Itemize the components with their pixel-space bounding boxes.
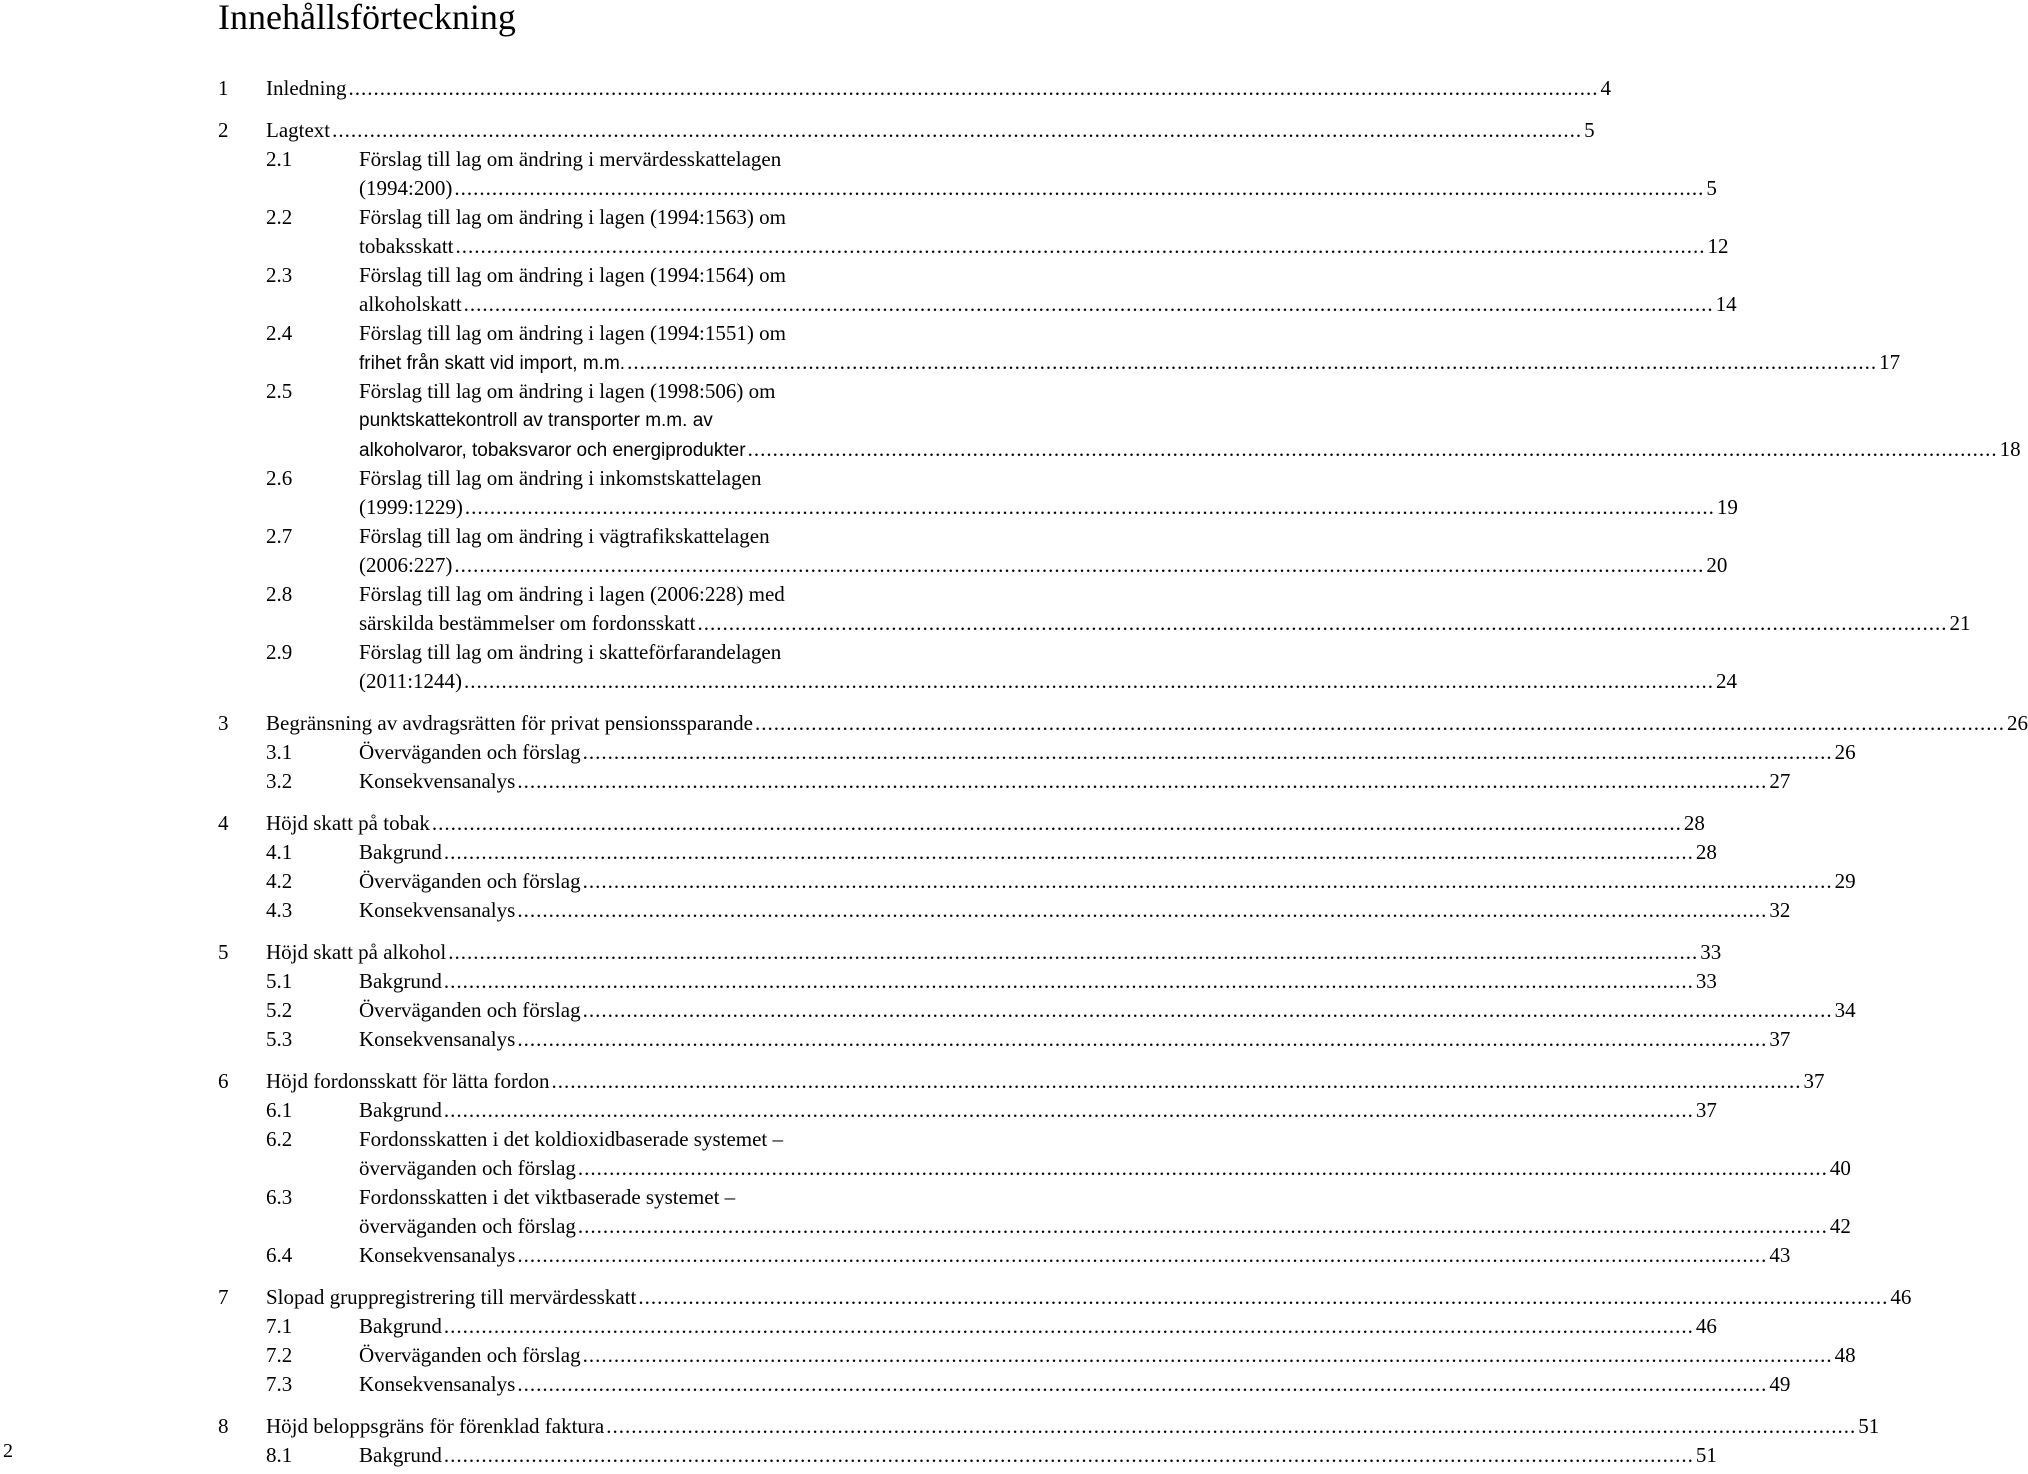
dot-leader: ........................................................................................................................................................................................................ bbox=[443, 969, 1694, 993]
toc-entry-number: 6.3 bbox=[266, 1185, 293, 1209]
dot-leader: ........................................................................................................................................................................................................ bbox=[443, 840, 1694, 864]
dot-leader: ........................................................................................................................................................................................................ bbox=[463, 292, 1714, 316]
dot-leader: ........................................................................................................................................................................................................ bbox=[754, 711, 2005, 735]
toc-entry-page: 29 bbox=[1834, 869, 1856, 893]
page-number: 2 bbox=[3, 1440, 13, 1462]
toc-entry-title: Förslag till lag om ändring i lagen (1994:1551) om bbox=[359, 321, 786, 345]
toc-entry-page: 28 bbox=[1695, 840, 1717, 864]
toc-entry-page: 12 bbox=[1707, 234, 1729, 258]
toc-entry-title: Inledning bbox=[266, 76, 347, 100]
toc-entry-number: 5 bbox=[218, 940, 229, 964]
toc-entry-page: 27 bbox=[1769, 769, 1791, 793]
toc-entry-number: 7.3 bbox=[266, 1372, 293, 1396]
toc-entry-page: 17 bbox=[1879, 350, 1901, 374]
toc-entry-page: 46 bbox=[1695, 1314, 1717, 1338]
toc-entry-number: 8.1 bbox=[266, 1443, 293, 1467]
toc-entry-page: 20 bbox=[1706, 553, 1728, 577]
toc-entry-title: Slopad gruppregistrering till mervärdesskatt bbox=[266, 1285, 637, 1309]
toc-entry-number: 5.1 bbox=[266, 969, 293, 993]
toc-entry-title: Fordonsskatten i det koldioxidbaserade systemet – bbox=[359, 1127, 784, 1151]
dot-leader: ........................................................................................................................................................................................................ bbox=[443, 1314, 1694, 1338]
dot-leader: ........................................................................................................................................................................................................ bbox=[638, 1285, 1889, 1309]
toc-entry-page: 32 bbox=[1769, 898, 1791, 922]
dot-leader: ........................................................................................................................................................................................................ bbox=[448, 940, 1699, 964]
toc-entry-title: (1999:1229) bbox=[359, 495, 463, 519]
toc-entry-title: alkoholskatt bbox=[359, 292, 462, 316]
toc-entry-page: 18 bbox=[1999, 437, 2021, 461]
toc-entry-title: (1994:200) bbox=[359, 176, 453, 200]
toc-entry-title: Höjd skatt på tobak bbox=[266, 811, 430, 835]
toc-entry-title: Förslag till lag om ändring i lagen (2006:228) med bbox=[359, 582, 785, 606]
toc-entry-page: 24 bbox=[1716, 669, 1738, 693]
dot-leader: ........................................................................................................................................................................................................ bbox=[443, 1098, 1694, 1122]
toc-entry-number: 4.2 bbox=[266, 869, 293, 893]
toc-entry-title: Överväganden och förslag bbox=[359, 740, 581, 764]
toc-entry-title: Konsekvensanalys bbox=[359, 898, 516, 922]
toc-entry-number: 2.5 bbox=[266, 379, 293, 403]
toc-entry-page: 34 bbox=[1834, 998, 1856, 1022]
dot-leader: ........................................................................................................................................................................................................ bbox=[517, 1372, 1768, 1396]
dot-leader: ........................................................................................................................................................................................................ bbox=[577, 1156, 1828, 1180]
toc-entry-title: särskilda bestämmelser om fordonsskatt bbox=[359, 611, 696, 635]
toc-entry-title: Överväganden och förslag bbox=[359, 1343, 581, 1367]
toc-entry-number: 1 bbox=[218, 76, 229, 100]
toc-entry-number: 2.1 bbox=[266, 147, 293, 171]
toc-entry-number: 3.2 bbox=[266, 769, 293, 793]
toc-entry-page: 4 bbox=[1600, 76, 1611, 100]
toc-entry-number: 5.3 bbox=[266, 1027, 293, 1051]
dot-leader: ........................................................................................................................................................................................................ bbox=[551, 1069, 1802, 1093]
dot-leader: ........................................................................................................................................................................................................ bbox=[464, 669, 1715, 693]
toc-entry-title: överväganden och förslag bbox=[359, 1156, 576, 1180]
toc-entry-number: 4 bbox=[218, 811, 229, 835]
toc-entry-page: 33 bbox=[1700, 940, 1722, 964]
toc-entry-title: Bakgrund bbox=[359, 840, 442, 864]
toc-entry-title: tobaksskatt bbox=[359, 234, 454, 258]
dot-leader: ........................................................................................................................................................................................................ bbox=[582, 740, 1833, 764]
toc-entry-title: Konsekvensanalys bbox=[359, 1243, 516, 1267]
dot-leader: ........................................................................................................................................................................................................ bbox=[517, 1243, 1768, 1267]
dot-leader: ........................................................................................................................................................................................................ bbox=[517, 769, 1768, 793]
toc-entry-page: 37 bbox=[1803, 1069, 1825, 1093]
toc-entry-title: Höjd beloppsgräns för förenklad faktura bbox=[266, 1414, 605, 1438]
toc-entry-page: 43 bbox=[1769, 1243, 1791, 1267]
dot-leader: ........................................................................................................................................................................................................ bbox=[431, 811, 1682, 835]
toc-entry-title: Förslag till lag om ändring i vägtrafikskattelagen bbox=[359, 524, 770, 548]
toc-entry-title: Förslag till lag om ändring i lagen (1994:1564) om bbox=[359, 263, 786, 287]
toc-entry-page: 42 bbox=[1829, 1214, 1851, 1238]
dot-leader: ........................................................................................................................................................................................................ bbox=[577, 1214, 1828, 1238]
toc-entry-title: Höjd fordonsskatt för lätta fordon bbox=[266, 1069, 550, 1093]
toc-entry-title: Förslag till lag om ändring i lagen (1998:506) om bbox=[359, 379, 776, 403]
toc-entry-title: överväganden och förslag bbox=[359, 1214, 576, 1238]
dot-leader: ........................................................................................................................................................................................................ bbox=[454, 176, 1705, 200]
toc-entry-title: Begränsning av avdragsrätten för privat pensionssparande bbox=[266, 711, 753, 735]
toc-entry-title: Förslag till lag om ändring i inkomstskattelagen bbox=[359, 466, 762, 490]
toc-entry-title: Bakgrund bbox=[359, 1314, 442, 1338]
toc-entry-title: Konsekvensanalys bbox=[359, 769, 516, 793]
toc-entry-title: Överväganden och förslag bbox=[359, 998, 581, 1022]
toc-entry-number: 6.1 bbox=[266, 1098, 293, 1122]
toc-entry-number: 3.1 bbox=[266, 740, 293, 764]
toc-entry-title: (2011:1244) bbox=[359, 669, 463, 693]
toc-entry-number: 5.2 bbox=[266, 998, 293, 1022]
toc-entry-number: 2.4 bbox=[266, 321, 293, 345]
dot-leader: ........................................................................................................................................................................................................ bbox=[582, 869, 1833, 893]
toc-entry-number: 6.4 bbox=[266, 1243, 293, 1267]
toc-entry-number: 8 bbox=[218, 1414, 229, 1438]
dot-leader: ........................................................................................................................................................................................................ bbox=[443, 1443, 1694, 1467]
dot-leader: ........................................................................................................................................................................................................ bbox=[455, 234, 1706, 258]
toc-entry-title: Bakgrund bbox=[359, 1098, 442, 1122]
page-title: Innehållsförteckning bbox=[218, 0, 516, 37]
dot-leader: ........................................................................................................................................................................................................ bbox=[348, 76, 1599, 100]
toc-entry-number: 6 bbox=[218, 1069, 229, 1093]
toc-entry-title: Höjd skatt på alkohol bbox=[266, 940, 447, 964]
toc-entry-number: 7.2 bbox=[266, 1343, 293, 1367]
toc-entry-title: Förslag till lag om ändring i skatteförfarandelagen bbox=[359, 640, 782, 664]
toc-entry-title: punktskattekontroll av transporter m.m. av bbox=[359, 410, 713, 431]
toc-entry-title: Fordonsskatten i det viktbaserade systemet – bbox=[359, 1185, 736, 1209]
toc-entry-number: 4.1 bbox=[266, 840, 293, 864]
toc-entry-title: Lagtext bbox=[266, 118, 331, 142]
toc-entry-title: alkoholvaror, tobaksvaror och energiprodukter bbox=[359, 440, 746, 461]
toc-entry-number: 2.9 bbox=[266, 640, 293, 664]
toc-entry-number: 2.3 bbox=[266, 263, 293, 287]
toc-entry-title: Bakgrund bbox=[359, 969, 442, 993]
dot-leader: ........................................................................................................................................................................................................ bbox=[517, 1027, 1768, 1051]
toc-entry-number: 2.6 bbox=[266, 466, 293, 490]
dot-leader: ........................................................................................................................................................................................................ bbox=[517, 898, 1768, 922]
toc-entry-number: 2 bbox=[218, 118, 229, 142]
toc-entry-number: 4.3 bbox=[266, 898, 293, 922]
toc-entry-page: 5 bbox=[1584, 118, 1595, 142]
dot-leader: ........................................................................................................................................................................................................ bbox=[454, 553, 1705, 577]
toc-entry-title: Förslag till lag om ändring i mervärdesskattelagen bbox=[359, 147, 782, 171]
toc-entry-page: 26 bbox=[1834, 740, 1856, 764]
toc-entry-title: Överväganden och förslag bbox=[359, 869, 581, 893]
toc-entry-page: 28 bbox=[1683, 811, 1705, 835]
toc-entry-page: 14 bbox=[1715, 292, 1737, 316]
toc-entry-page: 5 bbox=[1706, 176, 1717, 200]
toc-entry-title: Förslag till lag om ändring i lagen (1994:1563) om bbox=[359, 205, 786, 229]
toc-entry-number: 3 bbox=[218, 711, 229, 735]
dot-leader: ........................................................................................................................................................................................................ bbox=[582, 998, 1833, 1022]
toc-entry-title: frihet från skatt vid import, m.m. bbox=[359, 353, 626, 374]
toc-entry-page: 26 bbox=[2006, 711, 2028, 735]
dot-leader: ........................................................................................................................................................................................................ bbox=[582, 1343, 1833, 1367]
toc-entry-title: (2006:227) bbox=[359, 553, 453, 577]
toc-entry-title: Konsekvensanalys bbox=[359, 1027, 516, 1051]
toc-entry-page: 21 bbox=[1949, 611, 1971, 635]
toc-entry-page: 49 bbox=[1769, 1372, 1791, 1396]
toc-entry-page: 37 bbox=[1695, 1098, 1717, 1122]
dot-leader: ........................................................................................................................................................................................................ bbox=[332, 118, 1583, 142]
dot-leader: ........................................................................................................................................................................................................ bbox=[606, 1414, 1857, 1438]
toc-entry-number: 7.1 bbox=[266, 1314, 293, 1338]
toc-entry-number: 7 bbox=[218, 1285, 229, 1309]
toc-entry-page: 51 bbox=[1858, 1414, 1880, 1438]
toc-entry-page: 51 bbox=[1695, 1443, 1717, 1467]
dot-leader: ........................................................................................................................................................................................................ bbox=[697, 611, 1948, 635]
toc-entry-page: 40 bbox=[1829, 1156, 1851, 1180]
toc-entry-page: 46 bbox=[1890, 1285, 1912, 1309]
toc-entry-title: Konsekvensanalys bbox=[359, 1372, 516, 1396]
dot-leader: ........................................................................................................................................................................................................ bbox=[627, 350, 1878, 374]
toc-entry-page: 19 bbox=[1716, 495, 1738, 519]
dot-leader: ........................................................................................................................................................................................................ bbox=[464, 495, 1715, 519]
toc-entry-number: 2.8 bbox=[266, 582, 293, 606]
toc-entry-number: 2.7 bbox=[266, 524, 293, 548]
toc-entry-page: 33 bbox=[1695, 969, 1717, 993]
toc-entry-title: Bakgrund bbox=[359, 1443, 442, 1467]
toc-entry-page: 37 bbox=[1769, 1027, 1791, 1051]
toc-entry-page: 48 bbox=[1834, 1343, 1856, 1367]
toc-entry-number: 6.2 bbox=[266, 1127, 293, 1151]
toc-entry-number: 2.2 bbox=[266, 205, 293, 229]
dot-leader: ........................................................................................................................................................................................................ bbox=[747, 437, 1998, 461]
